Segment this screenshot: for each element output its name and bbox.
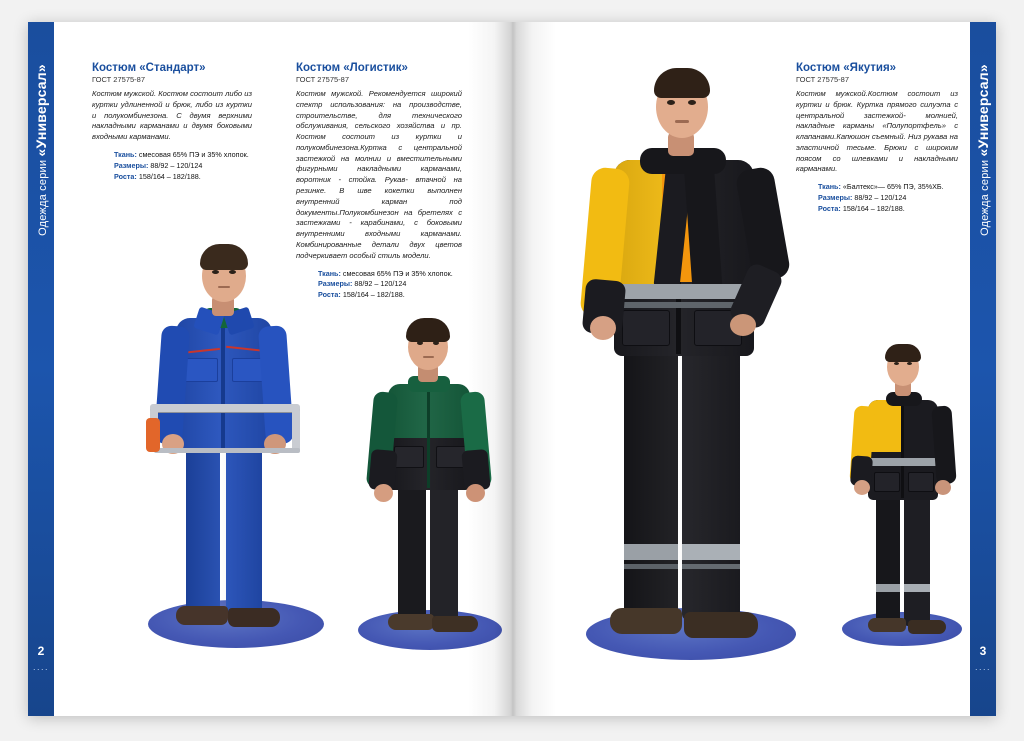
right-sidebar-dots: .... bbox=[974, 662, 991, 672]
item-yakutia-title: Костюм «Якутия» bbox=[796, 62, 897, 74]
spec-key: Роста: bbox=[818, 203, 841, 213]
left-sidebar-dots: .... bbox=[32, 662, 49, 672]
item-logistic-description: Костюм мужской. Рекомендуется широкий спектр использования: на производстве, строительстве, для технического обслуживания, сельского хозяйства и пр. Костюм состоит из куртки и полукомбинезона.Куртка с центральной застежкой на молнии и вместительными фигурными накладными карманами, воротник - стойка. Рукав- втачной на резинке. В шве кокетки выполнен внутренний карман под документы.Полукомбинезон на бретелях с застежками - карабинами, с боковыми внутренними входными карманами. Комбинированные детали двух цветов подчеркивает особый стиль модели. bbox=[296, 89, 462, 260]
spec-value: 88/92 – 120/124 bbox=[150, 160, 203, 170]
left-series-name: «Универсал» bbox=[33, 64, 49, 157]
spec-value: 158/164 – 182/188. bbox=[342, 290, 405, 300]
spec-key: Размеры: bbox=[818, 193, 853, 203]
photo-model-standard bbox=[128, 222, 338, 662]
photo-model-yakutia-main bbox=[562, 52, 812, 664]
figure-standard bbox=[128, 222, 338, 662]
left-page bbox=[28, 22, 512, 716]
left-page-number: 2 bbox=[37, 644, 45, 658]
left-sidebar-series bbox=[33, 25, 49, 275]
spec-value: 158/164 – 182/188. bbox=[138, 171, 201, 181]
right-series-label: Одежда серии bbox=[979, 159, 991, 236]
item-standard-title: Костюм «Стандарт» bbox=[92, 62, 206, 74]
photo-model-logistic bbox=[346, 310, 512, 662]
figure-logistic bbox=[346, 310, 512, 662]
item-standard-specs bbox=[92, 150, 252, 182]
right-page-number: 3 bbox=[979, 644, 987, 658]
item-yakutia-text bbox=[796, 62, 958, 215]
spec-key: Роста: bbox=[114, 171, 137, 181]
spec-row bbox=[318, 269, 462, 280]
catalog-spread bbox=[28, 22, 996, 716]
item-logistic-title: Костюм «Логистик» bbox=[296, 62, 408, 74]
left-series-label: Одежда серии bbox=[37, 159, 49, 236]
spec-key: Роста: bbox=[318, 290, 341, 300]
item-standard-text bbox=[92, 62, 252, 182]
right-series-name: «Универсал» bbox=[975, 64, 991, 157]
right-sidebar bbox=[970, 22, 996, 716]
item-standard-gost: ГОСТ 27575-87 bbox=[92, 75, 146, 84]
figure-yakutia-small bbox=[834, 322, 970, 662]
spec-key: Ткань: bbox=[818, 182, 841, 192]
spec-row bbox=[318, 279, 462, 290]
spec-value: смесовая 65% ПЭ и 35% хлопок. bbox=[138, 149, 249, 159]
right-page bbox=[512, 22, 996, 716]
spec-value: «Балтекс»— 65% ПЭ, 35%ХБ. bbox=[842, 182, 944, 192]
spec-key: Ткань: bbox=[318, 268, 341, 278]
spec-row bbox=[818, 193, 958, 204]
spec-row bbox=[318, 290, 462, 301]
item-standard-description: Костюм мужской. Костюм состоит либо из куртки удлиненной и брюк, либо из куртки и полукомбинезона. С двумя верхними накладными карманами и двумя боковыми входными карманами. bbox=[92, 89, 252, 142]
spec-row bbox=[114, 150, 252, 161]
spec-value: смесовая 65% ПЭ и 35% хлопок. bbox=[342, 268, 453, 278]
photo-model-yakutia-small bbox=[834, 322, 970, 662]
item-yakutia-description: Костюм мужской.Костюм состоит из куртки и брюк. Куртка прямого силуэта с центральной застежкой- молнией, накладные карманы «Полупортфель» с клапанами.Капюшон съемный. Низ рукава на эластичной тесьме. Брюки с широким поясом со шлевками и накладными карманами. bbox=[796, 89, 958, 174]
spec-value: 158/164 – 182/188. bbox=[842, 203, 905, 213]
spec-row bbox=[114, 172, 252, 183]
spec-key: Размеры: bbox=[114, 160, 149, 170]
spec-key: Размеры: bbox=[318, 279, 353, 289]
item-yakutia-specs bbox=[796, 182, 958, 214]
spec-value: 88/92 – 120/124 bbox=[854, 193, 907, 203]
figure-yakutia bbox=[562, 52, 812, 664]
spec-row bbox=[818, 182, 958, 193]
spec-value: 88/92 – 120/124 bbox=[354, 279, 407, 289]
left-sidebar bbox=[28, 22, 54, 716]
item-logistic-gost: ГОСТ 27575-87 bbox=[296, 75, 350, 84]
right-sidebar-series bbox=[975, 25, 991, 275]
spec-row bbox=[114, 161, 252, 172]
item-yakutia-gost: ГОСТ 27575-87 bbox=[796, 75, 850, 84]
spec-row bbox=[818, 204, 958, 215]
spec-key: Ткань: bbox=[114, 149, 137, 159]
